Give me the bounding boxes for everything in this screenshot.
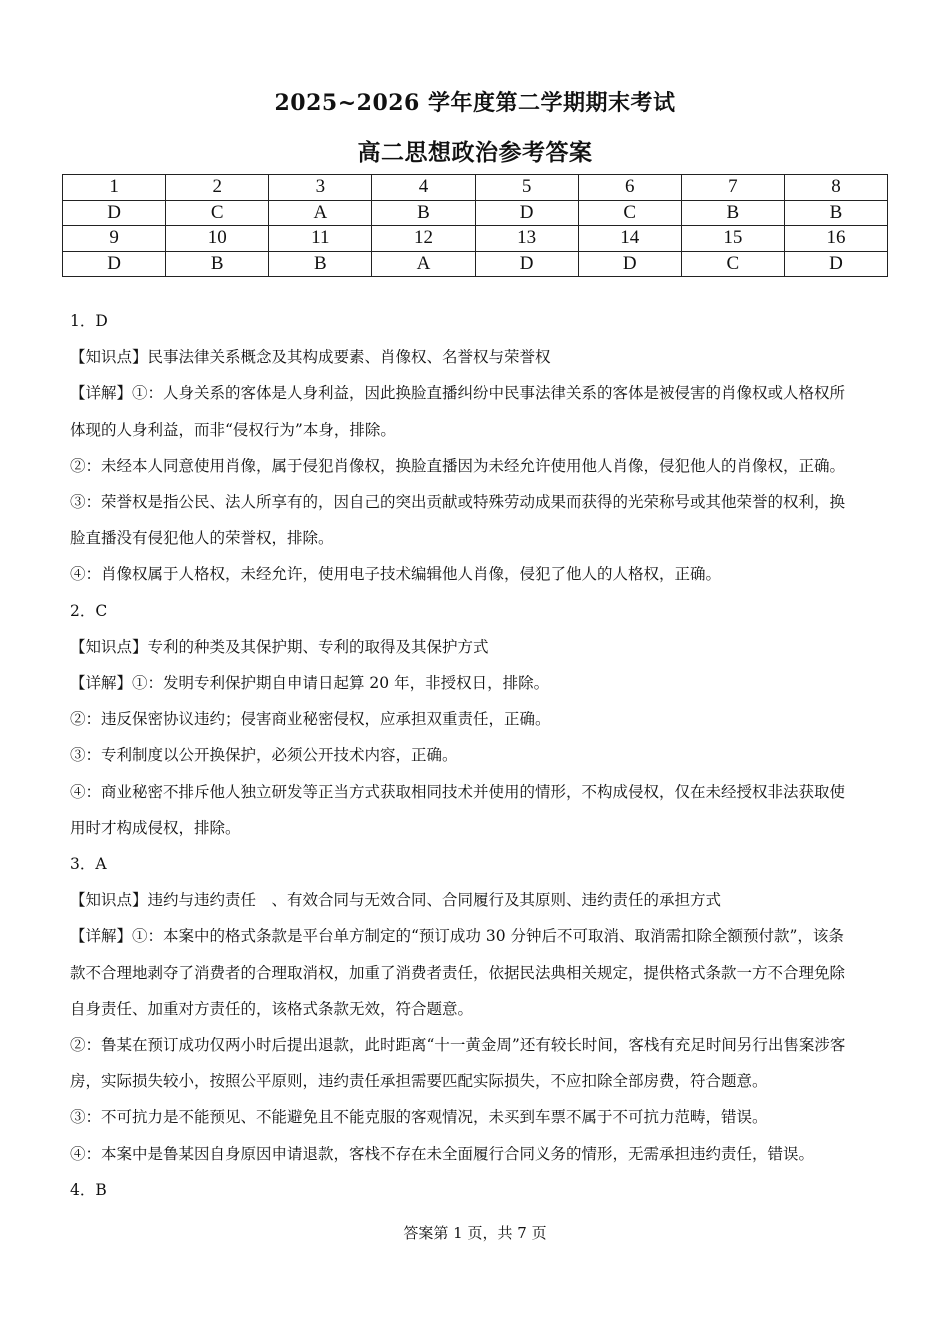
table-cell: 4 (372, 175, 475, 201)
table-cell: B (681, 200, 784, 226)
table-cell: 8 (784, 175, 887, 201)
table-cell: 14 (578, 226, 681, 252)
explanation-line: 体现的人身利益，而非“侵权行为”本身，排除。 (70, 420, 396, 439)
table-cell: D (63, 251, 166, 277)
explanation-line: 【详解】①：人身关系的客体是人身利益，因此换脸直播纠纷中民事法律关系的客体是被侵害的肖像权或人格权所 (70, 384, 846, 403)
explanation-line: ④：肖像权属于人格权，未经允许，使用电子技术编辑他人肖像，侵犯了他人的人格权，正确。 (70, 565, 722, 584)
exam-title: 2025~2026 学年度第二学期期末考试 (274, 90, 676, 116)
table-cell: 15 (681, 226, 784, 252)
table-cell: 6 (578, 175, 681, 201)
explanation-line: ④：本案中是鲁某因自身原因申请退款，客栈不存在未全面履行合同义务的情形，无需承担违约责任，错误。 (70, 1144, 815, 1163)
table-cell: A (269, 200, 372, 226)
explanation-line: 脸直播没有侵犯他人的荣誉权，排除。 (70, 529, 334, 548)
table-cell: D (63, 200, 166, 226)
explanation-line: ④：商业秘密不排斥他人独立研发等正当方式获取相同技术并使用的情形，不构成侵权，仅在未经授权非法获取使 (70, 782, 846, 801)
table-cell: B (269, 251, 372, 277)
table-cell: C (578, 200, 681, 226)
explanation-line: ③：不可抗力是不能预见、不能避免且不能克服的客观情况，未买到车票不属于不可抗力范畴，错误。 (70, 1108, 768, 1127)
table-cell: 2 (166, 175, 269, 201)
explanations (70, 303, 882, 1208)
explanation-line: 用时才构成侵权，排除。 (70, 818, 241, 837)
question-heading: 4．B (70, 1180, 107, 1199)
table-cell: 3 (269, 175, 372, 201)
table-cell: D (475, 251, 578, 277)
explanation-line: ②：未经本人同意使用肖像，属于侵犯肖像权，换脸直播因为未经允许使用他人肖像，侵犯他人的肖像权，正确。 (70, 456, 846, 475)
table-row (63, 175, 888, 201)
table-cell: 9 (63, 226, 166, 252)
question-heading: 3．A (70, 855, 107, 874)
knowledge-point: 【知识点】专利的种类及其保护期、专利的取得及其保护方式 (70, 637, 489, 656)
table-cell: C (681, 251, 784, 277)
answer-key-title: 高二思想政治参考答案 (357, 139, 593, 166)
table-cell: D (578, 251, 681, 277)
question-heading: 2．C (70, 601, 108, 620)
table-cell: B (166, 251, 269, 277)
table-cell: 12 (372, 226, 475, 252)
question-heading: 1．D (70, 312, 108, 330)
explanation-line: 自身责任、加重对方责任的，该格式条款无效，符合题意。 (70, 999, 474, 1018)
table-cell: D (475, 200, 578, 226)
knowledge-point: 【知识点】违约与违约责任 、有效合同与无效合同、合同履行及其原则、违约责任的承担方式 (70, 891, 722, 910)
table-cell: C (166, 200, 269, 226)
table-cell: 16 (784, 226, 887, 252)
explanation-line: ②：鲁某在预订成功仅两小时后提出退款，此时距离“十一黄金周”还有较长时间，客栈有充足时间另行出售案涉客 (70, 1036, 846, 1055)
table-row (63, 226, 888, 252)
explanation-line: ③：专利制度以公开换保护，必须公开技术内容，正确。 (70, 746, 458, 765)
table-cell: 11 (269, 226, 372, 252)
table-cell: D (784, 251, 887, 277)
explanation-line: 【详解】①：发明专利保护期自申请日起算 20 年，非授权日，排除。 (70, 674, 550, 693)
knowledge-point: 【知识点】民事法律关系概念及其构成要素、肖像权、名誉权与荣誉权 (70, 348, 551, 367)
explanation-line: ②：违反保密协议违约；侵害商业秘密侵权，应承担双重责任，正确。 (70, 710, 551, 729)
table-cell: B (784, 200, 887, 226)
table-cell: A (372, 251, 475, 277)
answer-table (62, 174, 888, 277)
explanation-line: 【详解】①：本案中的格式条款是平台单方制定的“预订成功 30 分钟后不可取消、取消需扣除全额预付款”，该条 (70, 927, 844, 946)
table-row (63, 251, 888, 277)
page-footer: 答案第 1 页，共 7 页 (403, 1224, 547, 1242)
table-row (63, 200, 888, 226)
table-cell: B (372, 200, 475, 226)
table-cell: 13 (475, 226, 578, 252)
table-cell: 7 (681, 175, 784, 201)
table-cell: 5 (475, 175, 578, 201)
explanation-line: ③：荣誉权是指公民、法人所享有的，因自己的突出贡献或特殊劳动成果而获得的光荣称号或其他荣誉的权利，换 (70, 493, 846, 512)
explanation-line: 房，实际损失较小，按照公平原则，违约责任承担需要匹配实际损失，不应扣除全部房费，符合题意。 (70, 1072, 768, 1091)
table-cell: 1 (63, 175, 166, 201)
explanation-line: 款不合理地剥夺了消费者的合理取消权，加重了消费者责任，依据民法典相关规定，提供格式条款一方不合理免除 (70, 963, 846, 982)
table-cell: 10 (166, 226, 269, 252)
